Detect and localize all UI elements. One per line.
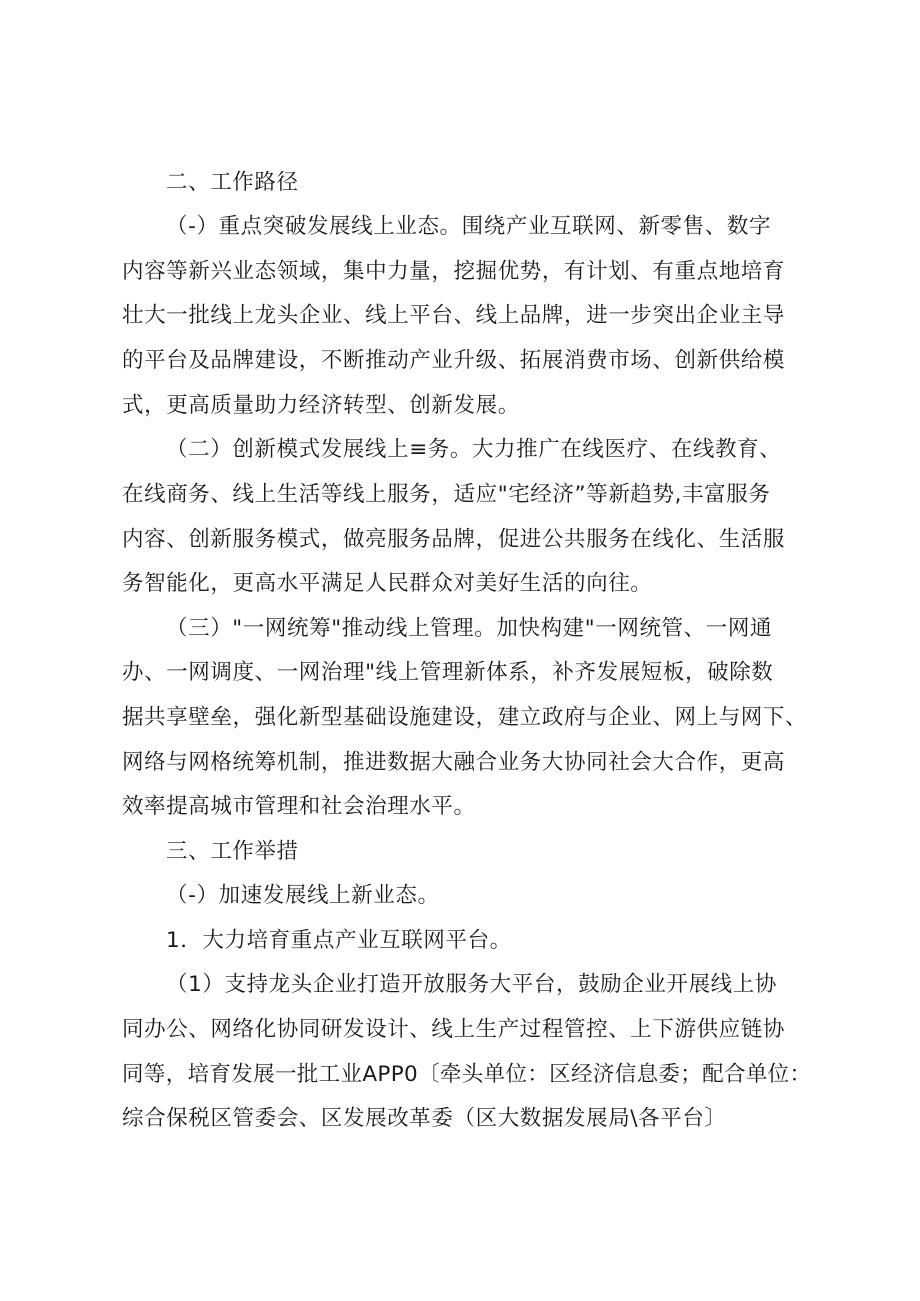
paragraph-line: 式，更高质量助力经济转型、创新发展。 [122,393,520,418]
subsection-heading: （-）加速发展线上新业态。 [166,883,440,908]
paragraph-line: 据共享壁垒，强化新型基础设施建设，建立政府与企业、网上与网下、 [122,705,808,730]
paragraph-line: 在线商务、线上生活等线上服务，适应"宅经济”等新趋势,丰富服务 [122,482,771,507]
paragraph-line: 壮大一批线上龙头企业、线上平台、线上品牌，进一步突出企业主导 [122,303,786,328]
paragraph-line: 综合保税区管委会、区发展改革委（区大数据发展局\各平台〕 [122,1106,727,1131]
paragraph-line: 务智能化，更高水平满足人民群众对美好生活的向往。 [122,571,653,596]
paragraph-line: （二）创新模式发展线上≡务。大力推广在线医疗、在线教育、 [166,437,782,462]
paragraph-line: 同等，培育发展一批工业APP0〔牵头单位：区经济信息委；配合单位： [122,1062,812,1087]
paragraph-line: 办、一网调度、一网治理"线上管理新体系，补齐发展短板，破除数 [122,660,774,685]
paragraph-line: 同办公、网络化协同研发设计、线上生产过程管控、上下游供应链协 [122,1017,786,1042]
paragraph-line: 网络与网格统筹机制，推进数据大融合业务大协同社会大合作，更高 [122,750,786,775]
paragraph-line: 内容等新兴业态领域，集中力量，挖掘优势，有计划、有重点地培育 [122,259,786,284]
section-heading: 二、工作路径 [166,170,299,195]
paragraph-line: （1）支持龙头企业打造开放服务大平台，鼓励企业开展线上协 [166,972,777,997]
paragraph-line: （-）重点突破发展线上业态。围绕产业互联网、新零售、数字 [166,214,772,239]
paragraph-line: 内容、创新服务模式，做亮服务品牌，促进公共服务在线化、生活服 [122,527,786,552]
paragraph-line: 的平台及品牌建设，不断推动产业升级、拓展消费市场、创新供给模 [122,348,786,373]
section-heading: 三、工作举措 [166,839,299,864]
paragraph-line: （三）"一网统筹"推动线上管理。加快构建"一网统管、一网通 [166,616,773,641]
item-heading: 1．大力培育重点产业互联网平台。 [166,928,512,953]
paragraph-line: 效率提高城市管理和社会治理水平。 [122,794,476,819]
